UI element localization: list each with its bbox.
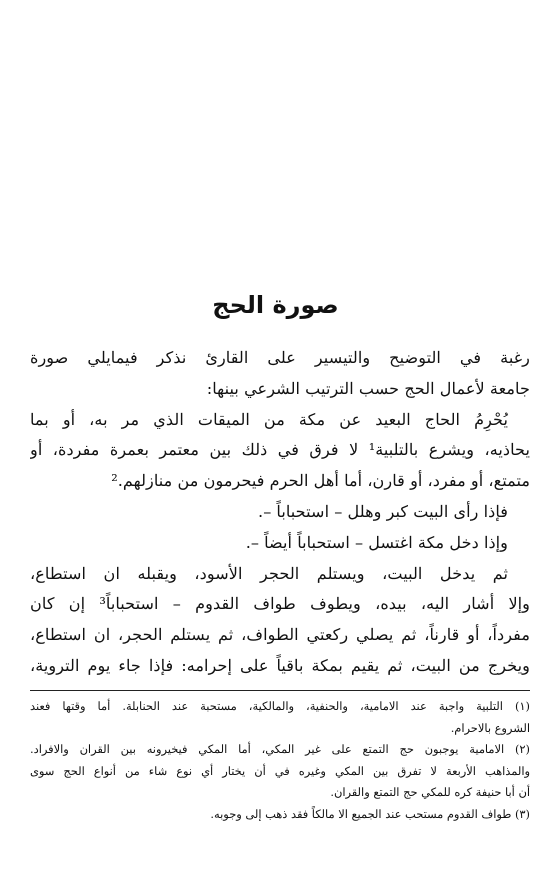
- body-line: يُحْرِمُ الحاج البعيد عن مكة من الميقات الذي مر به، أو بما: [30, 409, 508, 429]
- body-line: فإذا رأى البيت كبر وهلل – استحباباً –.: [258, 501, 508, 521]
- footnote-separator: [30, 690, 530, 691]
- body-line: جامعة لأعمال الحج حسب الترتيب الشرعي بينها:: [206, 378, 530, 398]
- section-heading: صورة الحج: [212, 291, 339, 319]
- body-text: [30, 343, 530, 682]
- body-line: ويخرج من البيت، ثم يقيم بمكة باقياً على إحرامه: فإذا جاء يوم التروية،: [30, 655, 530, 675]
- footnote-line: (٣) طواف القدوم مستحب عند الجميع الا مالكاً فقد ذهب إلى وجوبه.: [210, 806, 530, 821]
- body-line: ثم يدخل البيت، ويستلم الحجر الأسود، ويقبله ان استطاع،: [30, 563, 508, 583]
- body-line: رغبة في التوضيح والتيسير على القارئ نذكر فيمايلي صورة: [30, 348, 530, 367]
- footnote-line: (١) التلبية واجبة عند الامامية، والحنفية، والمالكية، مستحبة عند الحنابلة. أما وقتها فعند: [30, 699, 530, 713]
- body-line: يحاذيه، ويشرع بالتلبية¹ لا فرق في ذلك بين معتمر بعمرة مفردة، أو: [30, 440, 530, 460]
- footnote-line: الشروع بالاحرام.: [450, 720, 530, 735]
- body-line: وإذا دخل مكة اغتسل – استحباباً أيضاً –.: [245, 532, 508, 552]
- body-line: مفرداً، أو قارناً، ثم يصلي ركعتي الطواف، ثم يستلم الحجر، ان استطاع،: [30, 625, 530, 645]
- footnote-line: والمذاهب الأربعة لا تفرق بين المكي وغيره في أن يختار أي نوع شاء من أنواع الحج سوى: [30, 763, 530, 778]
- footnote-line: أن أبا حنيفة كره للمكي حج التمتع والقران.: [330, 785, 530, 800]
- body-line: متمتع، أو مفرد، أو قارن، أما أهل الحرم فيحرمون من منازلهم.²: [111, 471, 530, 491]
- body-line: وإلا أشار اليه، بيده، ويطوف طواف القدوم – استحباباً³ إن كان: [30, 594, 530, 614]
- footnotes: [30, 696, 530, 826]
- footnote-line: (٢) الامامية يوجبون حج التمتع على غير المكي، أما المكي فيخيرونه بين القران والافراد.: [30, 742, 530, 757]
